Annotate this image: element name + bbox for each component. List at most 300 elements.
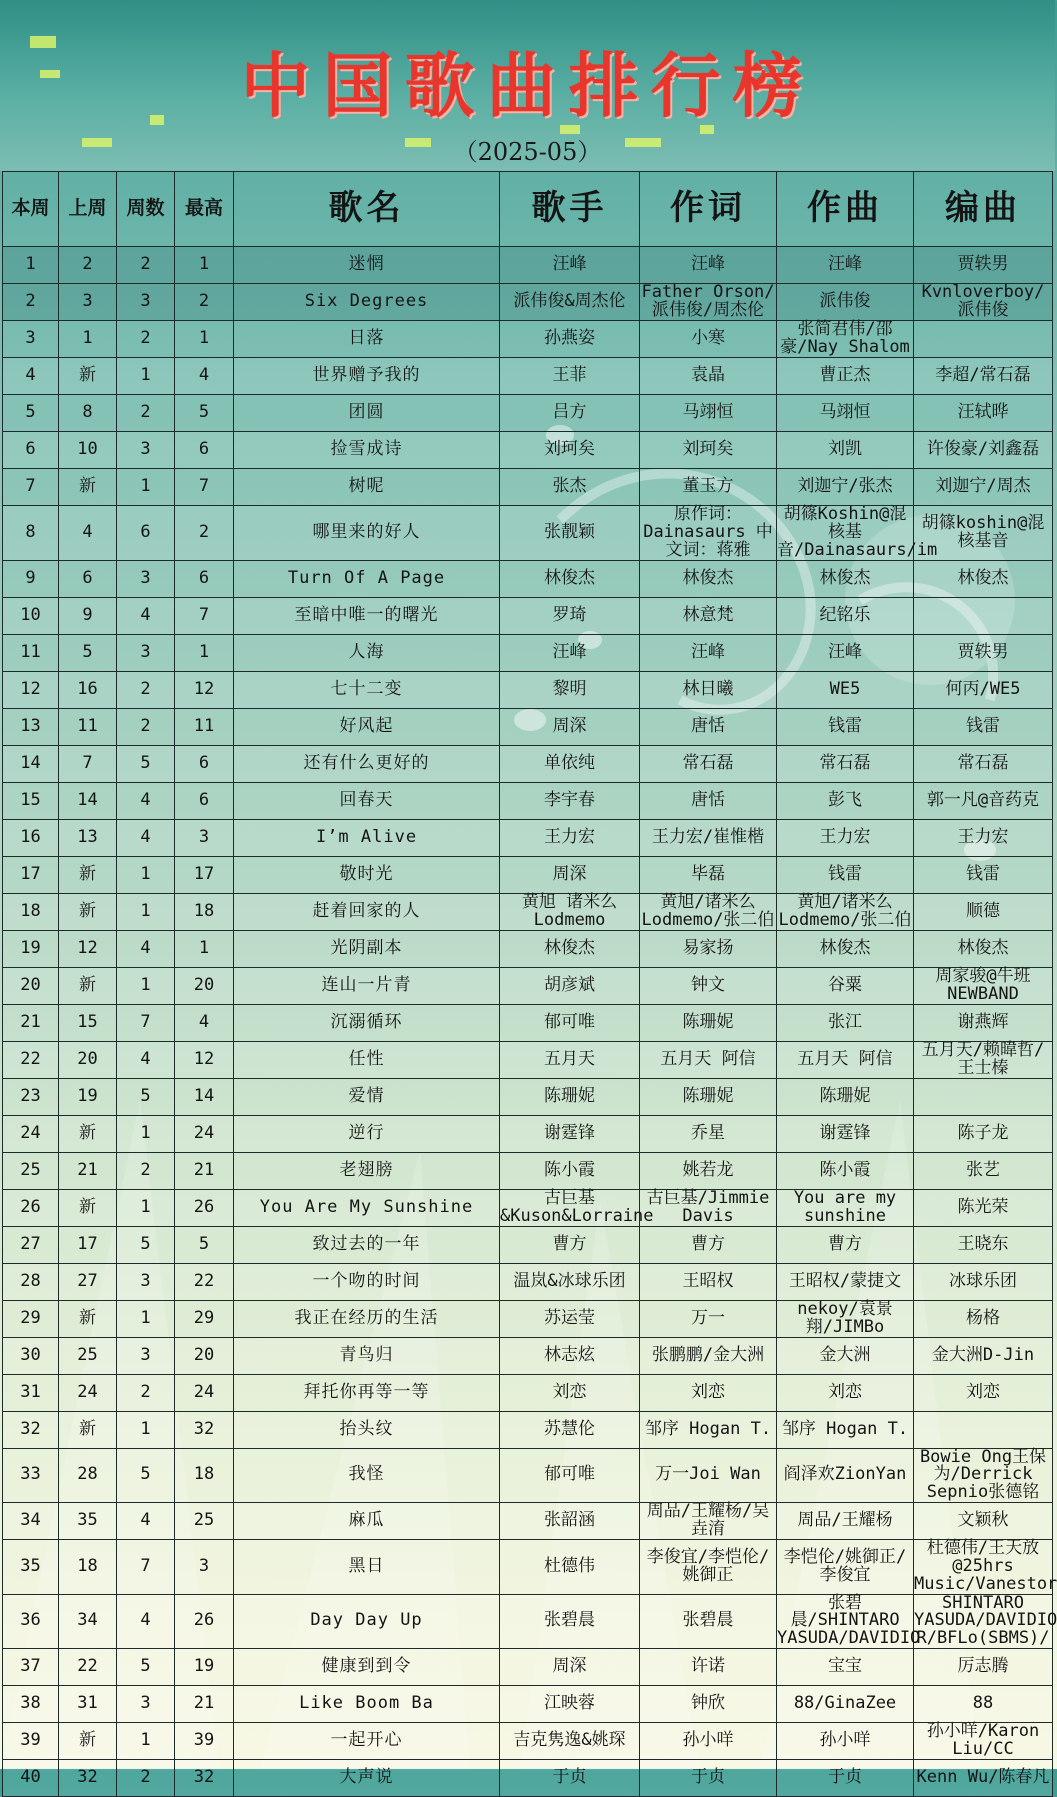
cell-this-week: 14	[3, 745, 59, 782]
cell-composer: 金大洲	[777, 1337, 914, 1374]
table-row	[3, 930, 1053, 967]
cell-peak: 6	[175, 560, 234, 597]
cell-last-week: 4	[59, 506, 117, 561]
cell-last-week: 新	[59, 967, 117, 1004]
cell-last-week: 新	[59, 1723, 117, 1760]
cell-this-week: 31	[3, 1374, 59, 1411]
col-header-song: 歌名	[234, 172, 500, 247]
table-row	[3, 506, 1053, 561]
cell-weeks: 7	[117, 1540, 175, 1595]
cell-weeks: 3	[117, 634, 175, 671]
page-subtitle: （2025-05）	[453, 138, 602, 166]
cell-peak: 5	[175, 395, 234, 432]
cell-this-week: 18	[3, 893, 59, 930]
cell-lyricist: 钟欣	[640, 1686, 777, 1723]
cell-this-week: 6	[3, 432, 59, 469]
cell-weeks: 3	[117, 1263, 175, 1300]
cell-singer: 刘珂矣	[500, 432, 640, 469]
cell-composer: 张简君伟/邵豪/Nay Shalom	[777, 321, 914, 358]
cell-this-week: 36	[3, 1594, 59, 1649]
table-row	[3, 1263, 1053, 1300]
cell-composer: 邹序 Hogan T.	[777, 1411, 914, 1448]
cell-this-week: 40	[3, 1760, 59, 1797]
cell-peak: 29	[175, 1300, 234, 1337]
cell-last-week: 5	[59, 634, 117, 671]
cell-lyricist: 陈珊妮	[640, 1078, 777, 1115]
cell-composer: 马翊恒	[777, 395, 914, 432]
cell-peak: 21	[175, 1686, 234, 1723]
col-header-weeks: 周数	[117, 172, 175, 247]
cell-singer: 古巨基&Kuson&Lorraine	[500, 1187, 654, 1226]
ranking-table	[2, 171, 1057, 1797]
cell-peak: 26	[175, 1189, 234, 1226]
cell-arranger	[914, 597, 1053, 634]
cell-lyricist: 原作词：Dainasaurs 中文词：蒋雅	[640, 506, 777, 561]
col-header-composer: 作曲	[777, 172, 914, 247]
cell-weeks: 2	[117, 708, 175, 745]
cell-peak: 18	[175, 893, 234, 930]
cell-lyricist: 王昭权	[640, 1263, 777, 1300]
cell-arranger: 冰球乐团	[914, 1263, 1053, 1300]
cell-arranger: 顺德	[914, 893, 1053, 930]
cell-song: 赶着回家的人	[234, 893, 500, 930]
cell-arranger: 张艺	[914, 1152, 1053, 1189]
cell-peak: 1	[175, 321, 234, 358]
cell-this-week: 9	[3, 560, 59, 597]
cell-arranger: 杜德伟/王天放@25hrs Music/Vanestor	[914, 1538, 1057, 1594]
cell-singer: 王菲	[500, 358, 640, 395]
cell-lyricist: 姚若龙	[640, 1152, 777, 1189]
cell-song: 健康到到令	[234, 1649, 500, 1686]
cell-last-week: 28	[59, 1448, 117, 1503]
cell-song: 致过去的一年	[234, 1226, 500, 1263]
cell-composer: 胡篠Koshin@混核基音/Dainasaurs/im	[777, 504, 938, 560]
cell-singer: 张杰	[500, 469, 640, 506]
table-row	[3, 1448, 1053, 1503]
cell-singer: 胡彦斌	[500, 967, 640, 1004]
table-row	[3, 1189, 1053, 1226]
cell-peak: 2	[175, 506, 234, 561]
cell-arranger: 胡篠koshin@混核基音	[914, 506, 1053, 561]
cell-this-week: 37	[3, 1649, 59, 1686]
cell-weeks: 5	[117, 1649, 175, 1686]
cell-weeks: 1	[117, 1723, 175, 1760]
cell-singer: 张靓颖	[500, 506, 640, 561]
cell-lyricist: 林俊杰	[640, 560, 777, 597]
table-row	[3, 597, 1053, 634]
cell-this-week: 13	[3, 708, 59, 745]
cell-this-week: 15	[3, 782, 59, 819]
cell-weeks: 7	[117, 1004, 175, 1041]
cell-peak: 6	[175, 745, 234, 782]
cell-singer: 汪峰	[500, 247, 640, 284]
table-row	[3, 469, 1053, 506]
cell-song: 人海	[234, 634, 500, 671]
cell-song: 迷惘	[234, 247, 500, 284]
cell-last-week: 2	[59, 247, 117, 284]
table-row	[3, 358, 1053, 395]
cell-arranger: 许俊豪/刘鑫磊	[914, 432, 1053, 469]
cell-lyricist: 钟文	[640, 967, 777, 1004]
table-row	[3, 967, 1053, 1004]
cell-singer: 周深	[500, 708, 640, 745]
cell-last-week: 8	[59, 395, 117, 432]
cell-lyricist: 周品/王耀杨/吴垚淯	[640, 1503, 777, 1540]
cell-arranger: 陈子龙	[914, 1115, 1053, 1152]
cell-weeks: 4	[117, 1041, 175, 1078]
cell-lyricist: 林意梵	[640, 597, 777, 634]
cell-lyricist: 唐恬	[640, 782, 777, 819]
table-row	[3, 1226, 1053, 1263]
cell-last-week: 31	[59, 1686, 117, 1723]
cell-composer: 派伟俊	[777, 284, 914, 321]
cell-song: 逆行	[234, 1115, 500, 1152]
cell-arranger	[914, 321, 1053, 358]
cell-peak: 11	[175, 708, 234, 745]
cell-song: 大声说	[234, 1760, 500, 1797]
col-header-peak: 最高	[175, 172, 234, 247]
cell-this-week: 28	[3, 1263, 59, 1300]
cell-composer: 林俊杰	[777, 560, 914, 597]
cell-lyricist: 五月天 阿信	[640, 1041, 777, 1078]
table-row	[3, 745, 1053, 782]
cell-song: 回春天	[234, 782, 500, 819]
cell-peak: 1	[175, 247, 234, 284]
cell-arranger: 林俊杰	[914, 930, 1053, 967]
cell-singer: 周深	[500, 856, 640, 893]
cell-arranger: 谢燕辉	[914, 1004, 1053, 1041]
table-row	[3, 1594, 1053, 1649]
cell-this-week: 10	[3, 597, 59, 634]
col-header-lyricist: 作词	[640, 172, 777, 247]
cell-last-week: 35	[59, 1503, 117, 1540]
cell-this-week: 30	[3, 1337, 59, 1374]
cell-singer: 刘恋	[500, 1374, 640, 1411]
cell-this-week: 1	[3, 247, 59, 284]
cell-weeks: 1	[117, 1300, 175, 1337]
table-row	[3, 395, 1053, 432]
cell-composer: 曹正杰	[777, 358, 914, 395]
cell-this-week: 35	[3, 1540, 59, 1595]
cell-weeks: 1	[117, 469, 175, 506]
cell-arranger: 林俊杰	[914, 560, 1053, 597]
cell-singer: 郁可唯	[500, 1004, 640, 1041]
cell-singer: 苏慧伦	[500, 1411, 640, 1448]
cell-singer: 张碧晨	[500, 1594, 640, 1649]
cell-composer: 张江	[777, 1004, 914, 1041]
table-row	[3, 1078, 1053, 1115]
cell-last-week: 21	[59, 1152, 117, 1189]
cell-song: Like Boom Ba	[234, 1686, 500, 1723]
cell-song: 世界赠予我的	[234, 358, 500, 395]
cell-lyricist: 袁晶	[640, 358, 777, 395]
cell-weeks: 1	[117, 893, 175, 930]
cell-singer: 林俊杰	[500, 560, 640, 597]
cell-song: 哪里来的好人	[234, 506, 500, 561]
table-row	[3, 1503, 1053, 1540]
cell-weeks: 6	[117, 506, 175, 561]
cell-last-week: 1	[59, 321, 117, 358]
cell-peak: 3	[175, 819, 234, 856]
cell-peak: 2	[175, 284, 234, 321]
cell-last-week: 3	[59, 284, 117, 321]
col-header-arranger: 编曲	[914, 172, 1053, 247]
cell-song: 我怪	[234, 1448, 500, 1503]
cell-this-week: 5	[3, 395, 59, 432]
cell-this-week: 7	[3, 469, 59, 506]
cell-weeks: 3	[117, 560, 175, 597]
col-header-this-week: 本周	[3, 172, 59, 247]
cell-last-week: 27	[59, 1263, 117, 1300]
cell-lyricist: 曹方	[640, 1226, 777, 1263]
cell-singer: 吉克隽逸&姚琛	[500, 1723, 640, 1760]
cell-weeks: 1	[117, 358, 175, 395]
cell-arranger	[914, 1078, 1053, 1115]
cell-weeks: 5	[117, 745, 175, 782]
cell-weeks: 2	[117, 395, 175, 432]
cell-singer: 张韶涵	[500, 1503, 640, 1540]
cell-peak: 6	[175, 432, 234, 469]
header-banner	[0, 0, 1055, 171]
cell-last-week: 34	[59, 1594, 117, 1649]
cell-weeks: 1	[117, 1115, 175, 1152]
cell-composer: 黄旭/诸米么Lodmemo/张二伯	[777, 893, 914, 930]
cell-composer: 彭飞	[777, 782, 914, 819]
cell-arranger: 王力宏	[914, 819, 1053, 856]
cell-song: 团圆	[234, 395, 500, 432]
cell-lyricist: Father Orson/派伟俊/周杰伦	[641, 282, 775, 320]
cell-peak: 26	[175, 1594, 234, 1649]
cell-song: Six Degrees	[234, 284, 500, 321]
cell-peak: 6	[175, 782, 234, 819]
cell-composer: 曹方	[777, 1226, 914, 1263]
col-header-singer: 歌手	[500, 172, 640, 247]
cell-arranger: Bowie Ong王保为/Derrick Sepnio张德铭	[914, 1448, 1053, 1503]
cell-composer: 林俊杰	[777, 930, 914, 967]
cell-weeks: 1	[117, 967, 175, 1004]
cell-last-week: 19	[59, 1078, 117, 1115]
cell-lyricist: 易家扬	[640, 930, 777, 967]
table-row	[3, 634, 1053, 671]
cell-composer: 刘恋	[777, 1374, 914, 1411]
cell-singer: 周深	[500, 1649, 640, 1686]
cell-last-week: 24	[59, 1374, 117, 1411]
cell-weeks: 4	[117, 1594, 175, 1649]
page-title: 中国歌曲排行榜	[240, 44, 815, 127]
cell-last-week: 20	[59, 1041, 117, 1078]
cell-lyricist: 孙小咩	[640, 1723, 777, 1760]
cell-this-week: 32	[3, 1411, 59, 1448]
cell-composer: 王力宏	[777, 819, 914, 856]
cell-this-week: 29	[3, 1300, 59, 1337]
cell-weeks: 3	[117, 1337, 175, 1374]
table-row	[3, 1649, 1053, 1686]
cell-lyricist: 林日曦	[640, 671, 777, 708]
cell-song: 一个吻的时间	[234, 1263, 500, 1300]
cell-composer: 88/GinaZee	[777, 1686, 914, 1723]
cell-singer: 江映蓉	[500, 1686, 640, 1723]
cell-singer: 罗琦	[500, 597, 640, 634]
cell-song: 爱情	[234, 1078, 500, 1115]
table-header-row	[3, 172, 1053, 247]
cell-weeks: 1	[117, 1189, 175, 1226]
cell-arranger: 钱雷	[914, 856, 1053, 893]
cell-peak: 32	[175, 1411, 234, 1448]
cell-weeks: 2	[117, 247, 175, 284]
cell-this-week: 17	[3, 856, 59, 893]
cell-last-week: 7	[59, 745, 117, 782]
cell-this-week: 33	[3, 1448, 59, 1503]
cell-peak: 18	[175, 1448, 234, 1503]
cell-weeks: 3	[117, 284, 175, 321]
cell-arranger: 李超/常石磊	[914, 358, 1053, 395]
cell-arranger: SHINTARO YASUDA/DAVIDIO R/BFLo(SBMS)/	[914, 1592, 1057, 1649]
cell-peak: 12	[175, 1041, 234, 1078]
cell-composer: 钱雷	[777, 708, 914, 745]
cell-lyricist: 李俊宜/李恺伦/姚御正	[640, 1540, 777, 1595]
cell-lyricist: 邹序 Hogan T.	[640, 1411, 777, 1448]
cell-arranger: 常石磊	[914, 745, 1053, 782]
cell-singer: 于贞	[500, 1760, 640, 1797]
cell-peak: 21	[175, 1152, 234, 1189]
table-row	[3, 247, 1053, 284]
cell-singer: 郁可唯	[500, 1448, 640, 1503]
cell-peak: 7	[175, 469, 234, 506]
cell-song: 连山一片青	[234, 967, 500, 1004]
cell-weeks: 5	[117, 1226, 175, 1263]
cell-arranger: 88	[914, 1686, 1053, 1723]
cell-lyricist: 汪峰	[640, 247, 777, 284]
table-row	[3, 1540, 1053, 1595]
cell-peak: 20	[175, 1337, 234, 1374]
cell-this-week: 38	[3, 1686, 59, 1723]
table-row	[3, 1041, 1053, 1078]
cell-arranger: 金大洲D-Jin	[914, 1337, 1053, 1374]
cell-composer: 汪峰	[777, 247, 914, 284]
cell-song: 好风起	[234, 708, 500, 745]
cell-arranger: 刘恋	[914, 1374, 1053, 1411]
cell-lyricist: 常石磊	[640, 745, 777, 782]
cell-weeks: 3	[117, 432, 175, 469]
cell-lyricist: 万一	[640, 1300, 777, 1337]
cell-last-week: 新	[59, 358, 117, 395]
cell-peak: 39	[175, 1723, 234, 1760]
cell-arranger: 钱雷	[914, 708, 1053, 745]
cell-lyricist: 刘珂矣	[640, 432, 777, 469]
table-body	[3, 247, 1057, 1797]
cell-last-week: 10	[59, 432, 117, 469]
cell-song: 拜托你再等一等	[234, 1374, 500, 1411]
cell-lyricist: 刘恋	[640, 1374, 777, 1411]
cell-song: 任性	[234, 1041, 500, 1078]
cell-last-week: 25	[59, 1337, 117, 1374]
cell-arranger	[914, 1411, 1053, 1448]
cell-singer: 曹方	[500, 1226, 640, 1263]
cell-weeks: 4	[117, 930, 175, 967]
cell-weeks: 5	[117, 1448, 175, 1503]
cell-last-week: 11	[59, 708, 117, 745]
table-row	[3, 284, 1053, 321]
cell-composer: 刘凯	[777, 432, 914, 469]
cell-this-week: 20	[3, 967, 59, 1004]
table-row	[3, 1686, 1053, 1723]
cell-arranger: Kenn Wu/陈春凡	[914, 1760, 1053, 1797]
cell-last-week: 新	[59, 1189, 117, 1226]
cell-weeks: 2	[117, 321, 175, 358]
cell-song: 七十二变	[234, 671, 500, 708]
cell-composer: 陈小霞	[777, 1152, 914, 1189]
cell-weeks: 4	[117, 782, 175, 819]
cell-lyricist: 马翊恒	[640, 395, 777, 432]
cell-song: 我正在经历的生活	[234, 1300, 500, 1337]
cell-singer: 林俊杰	[500, 930, 640, 967]
cell-this-week: 3	[3, 321, 59, 358]
cell-last-week: 32	[59, 1760, 117, 1797]
cell-peak: 1	[175, 930, 234, 967]
table-row	[3, 782, 1053, 819]
table-row	[3, 819, 1053, 856]
cell-this-week: 26	[3, 1189, 59, 1226]
cell-lyricist: 万一Joi Wan	[640, 1448, 777, 1503]
cell-composer: 宝宝	[777, 1649, 914, 1686]
cell-composer: 于贞	[777, 1760, 914, 1797]
cell-last-week: 16	[59, 671, 117, 708]
cell-this-week: 16	[3, 819, 59, 856]
cell-this-week: 23	[3, 1078, 59, 1115]
cell-singer: 派伟俊&周杰伦	[500, 284, 640, 321]
table-row	[3, 432, 1053, 469]
cell-peak: 17	[175, 856, 234, 893]
cell-singer: 五月天	[500, 1041, 640, 1078]
cell-singer: 孙燕姿	[500, 321, 640, 358]
cell-this-week: 19	[3, 930, 59, 967]
cell-this-week: 21	[3, 1004, 59, 1041]
cell-arranger: 周家骏@牛班NEWBAND	[914, 967, 1053, 1004]
cell-arranger: 何丙/WE5	[914, 671, 1053, 708]
cell-composer: 王昭权/蒙捷文	[777, 1263, 914, 1300]
cell-this-week: 27	[3, 1226, 59, 1263]
cell-arranger: 陈光荣	[914, 1189, 1053, 1226]
cell-song: 沉溺循环	[234, 1004, 500, 1041]
cell-song: 捡雪成诗	[234, 432, 500, 469]
cell-lyricist: 于贞	[640, 1760, 777, 1797]
cell-composer: 张碧晨/SHINTARO YASUDA/DAVIDIO	[777, 1592, 921, 1649]
cell-weeks: 1	[117, 1411, 175, 1448]
cell-last-week: 新	[59, 1115, 117, 1152]
cell-last-week: 6	[59, 560, 117, 597]
cell-song: 敬时光	[234, 856, 500, 893]
cell-this-week: 24	[3, 1115, 59, 1152]
cell-this-week: 12	[3, 671, 59, 708]
cell-arranger: 文颖秋	[914, 1503, 1053, 1540]
cell-last-week: 新	[59, 1411, 117, 1448]
cell-composer: nekoy/袁景翔/JIMBo	[777, 1300, 914, 1337]
cell-weeks: 4	[117, 1503, 175, 1540]
cell-composer: 五月天 阿信	[777, 1041, 914, 1078]
cell-singer: 谢霆锋	[500, 1115, 640, 1152]
cell-singer: 吕方	[500, 395, 640, 432]
cell-composer: 纪铭乐	[777, 597, 914, 634]
cell-singer: 陈小霞	[500, 1152, 640, 1189]
cell-composer: 刘迦宁/张杰	[777, 469, 914, 506]
cell-song: 麻瓜	[234, 1503, 500, 1540]
cell-peak: 5	[175, 1226, 234, 1263]
cell-last-week: 22	[59, 1649, 117, 1686]
cell-last-week: 9	[59, 597, 117, 634]
cell-peak: 19	[175, 1649, 234, 1686]
cell-this-week: 34	[3, 1503, 59, 1540]
cell-weeks: 4	[117, 597, 175, 634]
